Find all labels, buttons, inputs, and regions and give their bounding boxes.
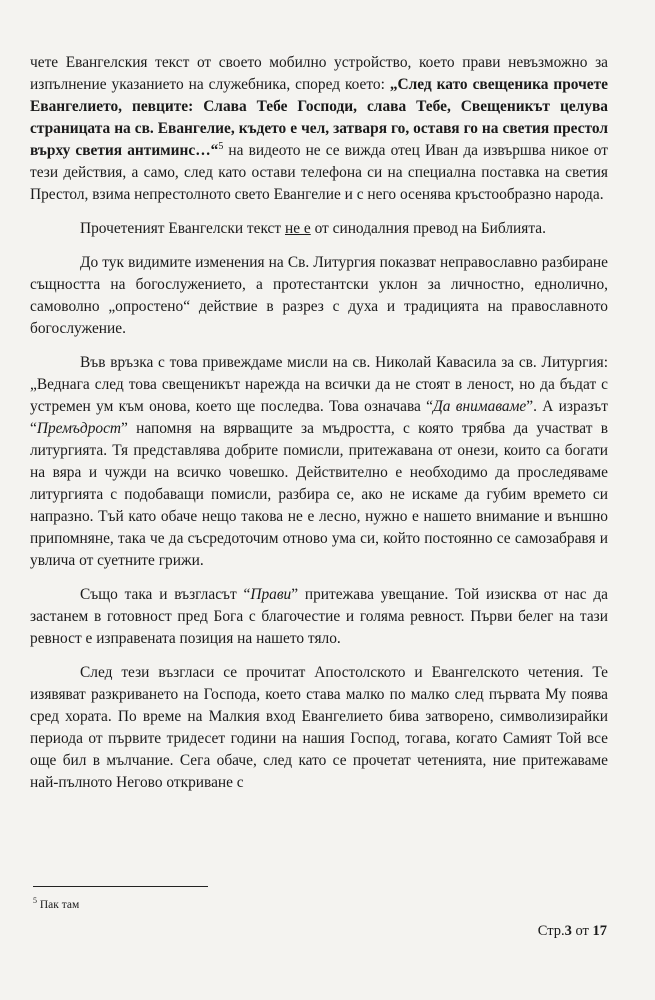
paragraph-4-part3: ” напомня на вярващите за мъдростта, с която трябва да участват в литургията. Тя представлява добрите помисли, притежавана от онези, които са богати на вяра и чужди на всичко човешко. Действително е необходимо да проследяваме литургията с подобаващи помисли, разбира се, ако не искаме да губим времето си напразно. Тъй като обаче нещо такова не е лесно, нужно е нашето внимание и външно припомняне, така че да съсредоточим отново ума си, който постоянно се самозабравя и увлича от суетните грижи.	[30, 420, 608, 569]
paragraph-1-tail: на видеото не се вижда отец Иван да извършва никое от тези действия, а само, след като остави телефона си на специална поставка на светия Престол, взима непрестолното свето Евангелие и с него осенява кръстообразно народа.	[30, 142, 608, 203]
paragraph-1	[30, 52, 608, 206]
page-number-prefix: Стр.	[537, 923, 565, 939]
footnote-divider	[33, 886, 208, 887]
service-book-quote: „След като свещеника прочете Евангелието, певците: Слава Тебе Господи, слава Тебе, Свещеникът целува страницата на св. Евангелие, където е чел, затваря го, оставя го на светия престол върху светия антиминс…“	[30, 76, 608, 159]
paragraph-5	[30, 584, 608, 650]
page-number-current: 3	[564, 923, 572, 939]
paragraph-2-before: Прочетеният Евангелски текст	[80, 220, 285, 237]
italic-term-attention: Да внимаваме	[433, 398, 527, 415]
paragraph-2-after: от синодалния превод на Библията.	[310, 220, 546, 237]
footnote	[33, 896, 80, 911]
paragraph-5-part2: ” притежава увещание. Той изисква от нас да застанем в готовност пред Бога с благочестие и голяма ревност. Първи белег на тази ревност е изправената позиция на нашето тяло.	[30, 586, 608, 647]
paragraph-4-part2: ”. А изразът “	[30, 398, 608, 437]
italic-term-wisdom: Премъдрост	[36, 420, 122, 437]
italic-term-upright: Прави	[250, 586, 292, 603]
paragraph-4-part1: Във връзка с това привеждаме мисли на св. Николай Кавасила за св. Литургия: „Веднага след това свещеникът нарежда на всички да не стоят в леност, но да бъдат с устремен ум към онова, което ще последва. Това означава “	[30, 354, 608, 415]
page-number-total: 17	[592, 923, 607, 939]
paragraph-2	[30, 218, 608, 240]
footnote-text: Пак там	[39, 899, 80, 911]
paragraph-6: След тези възгласи се прочитат Апостолското и Евангелското четения. Те изявяват разкриването на Господа, което става малко по малко след първата Му поява сред хората. По време на Малкия вход Евангелието бива затворено, символизирайки периода от първите тридесет години на нашия Господ, тогава, когато Самият Той все още бил в мълчание. Сега обаче, след като се прочетат четенията, ние притежаваме най-пълното Негово откриване с	[30, 664, 608, 791]
footnote-reference: 5	[218, 140, 224, 152]
body-text	[30, 52, 608, 806]
paragraph-5-part1: Също така и възгласът “	[80, 586, 251, 603]
footnote-number: 5	[33, 896, 37, 906]
page-number-separator: от	[571, 923, 593, 939]
paragraph-3: До тук видимите изменения на Св. Литургия показват неправославно разбиране същността на богослужението, а протестантски уклон за личностно, еднолично, самоволно „опростено“ действие в разрез с духа и традицията на православното богослужение.	[30, 254, 608, 337]
page-number	[538, 923, 607, 940]
underlined-phrase: не е	[284, 220, 311, 237]
paragraph-1-lead: чете Евангелския текст от своето мобилно устройство, което прави невъзможно за изпълнение указанието на служебника, според което:	[30, 54, 608, 93]
paragraph-4	[30, 352, 608, 572]
